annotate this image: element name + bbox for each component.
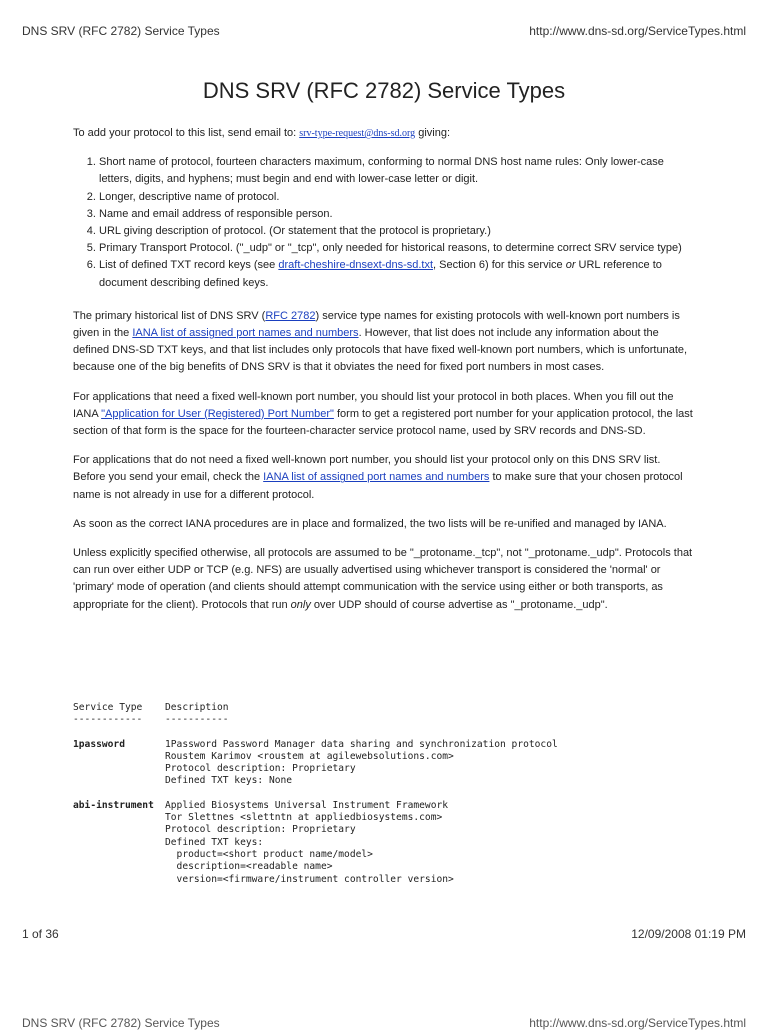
rfc-link[interactable]: RFC 2782 (265, 309, 316, 322)
service-name: 1password (73, 738, 125, 750)
list-item: 1. Short name of protocol, fourteen characters maximum, conforming to normal DNS host name rules: Only lower-case letters, digits, and hyphens; must begin and end with lower-case letter or digit. (99, 154, 695, 188)
list-item (99, 257, 695, 291)
list-item-text: , Section 6) for this service (433, 259, 566, 272)
page-header-title: DNS SRV (RFC 2782) Service Types (22, 24, 220, 38)
table-row (73, 739, 713, 788)
paragraph-history (73, 308, 695, 377)
next-page-header-title: DNS SRV (RFC 2782) Service Types (22, 1016, 220, 1030)
draft-link[interactable]: draft-cheshire-dnsext-dns-sd.txt (278, 259, 434, 272)
print-timestamp: 12/09/2008 01:19 PM (631, 927, 746, 941)
page-number: 1 of 36 (22, 927, 59, 941)
service-line: Roustem Karimov <roustem at agilewebsolutions.com> (165, 750, 454, 762)
paragraph-no-fixed-port (73, 452, 695, 504)
service-types-table (73, 702, 713, 886)
table-row (73, 800, 713, 886)
header-rule: ----------- (165, 714, 229, 726)
paragraph-transport (73, 545, 695, 614)
list-item-text: List of defined TXT record keys (see (99, 259, 279, 272)
service-line: description=<readable name> (165, 861, 333, 873)
text: The primary historical list of DNS SRV ( (73, 309, 266, 322)
intro-paragraph (73, 125, 695, 142)
paragraph-iana: As soon as the correct IANA procedures are in place and formalized, the two lists will be re-unified and managed by IANA. (73, 517, 667, 530)
service-line: 1Password Password Manager data sharing and synchronization protocol (165, 738, 558, 750)
list-item: 4. URL giving description of protocol. (Or statement that the protocol is proprietary.) (99, 223, 695, 240)
service-line: version=<firmware/instrument controller version> (165, 873, 454, 885)
list-item: 2. Longer, descriptive name of protocol. (99, 189, 695, 206)
service-line: Protocol description: Proprietary (165, 763, 356, 775)
intro-tail: giving: (415, 127, 451, 139)
requirements-list (73, 154, 695, 292)
text: to make sure that your chosen protocol name is not already in use for a different protocol. (73, 471, 683, 501)
table-header-row (73, 702, 713, 714)
service-name: abi-instrument (73, 799, 154, 811)
list-item-text: URL reference to document describing defined keys. (99, 259, 662, 289)
service-line: Defined TXT keys: None (165, 775, 293, 787)
service-line: Protocol description: Proprietary (165, 824, 356, 836)
iana-list-link-2[interactable]: IANA list of assigned port names and numbers (263, 471, 490, 484)
service-line: Tor Slettnes <slettntn at appliedbiosystems.com> (165, 812, 443, 824)
column-header-description: Description (165, 702, 229, 713)
text: Unless explicitly specified otherwise, all protocols are assumed to be "_protoname._tcp", not "_protoname._udp". Protocols that can run over either UDP or TCP (e.g. NFS) are usually advertised using whichever transport is considered the 'normal' or 'primary' mode of operation (and clients should attempt communication with the service using either or both transports, as appropriate for the client). Protocols that run (73, 547, 693, 611)
page-header-url: http://www.dns-sd.org/ServiceTypes.html (529, 24, 746, 38)
intro-text: To add your protocol to this list, send email to: (73, 127, 300, 139)
header-rule: ------------ (73, 714, 143, 726)
paragraph-fixed-port (73, 389, 695, 441)
table-header-rule (73, 714, 713, 726)
text: over UDP should of course advertise as "_protoname._udp". (310, 598, 608, 611)
next-page-header-url: http://www.dns-sd.org/ServiceTypes.html (529, 1016, 746, 1030)
list-item-emphasis: or (565, 259, 576, 272)
column-header-service-type: Service Type (73, 702, 143, 713)
text: . However, that list does not include any information about the defined DNS-SD TXT keys, and that list includes only protocols that have fixed well-known port numbers, which is unfortunate, because one of the big benefits of DNS SRV is that it obviates the need for fixed port numbers in most cases. (73, 327, 688, 374)
page-title: DNS SRV (RFC 2782) Service Types (202, 78, 566, 103)
service-line: product=<short product name/model> (165, 848, 373, 860)
list-item: 3. Name and email address of responsible person. (99, 206, 695, 223)
emphasis: only (290, 598, 311, 611)
text: form to get a registered port number for your application protocol, the last section of that form is the space for the fourteen-character service protocol name, used by SRV records and DNS-SD. (73, 407, 693, 438)
text: For applications that need a fixed well-known port number, you should list your protocol in both places. When you fill out the IANA (73, 390, 674, 420)
email-link[interactable]: srv-type-request@dns-sd.org (299, 128, 416, 139)
list-item: 5. Primary Transport Protocol. ("_udp" or "_tcp", only needed for historical reasons, to determine correct SRV service type) (99, 240, 695, 257)
service-line: Applied Biosystems Universal Instrument Framework (165, 799, 449, 811)
text: For applications that do not need a fixed well-known port number, you should list your protocol only on this DNS SRV list. Before you send your email, check the (73, 454, 661, 484)
main-content (73, 125, 695, 626)
iana-list-link[interactable]: IANA list of assigned port names and numbers (132, 327, 359, 340)
service-line: Defined TXT keys: (165, 836, 264, 848)
text: ) service type names for existing protocols with well-known port numbers is given in the (73, 309, 680, 340)
iana-application-link[interactable]: "Application for User (Registered) Port Number" (101, 407, 334, 420)
